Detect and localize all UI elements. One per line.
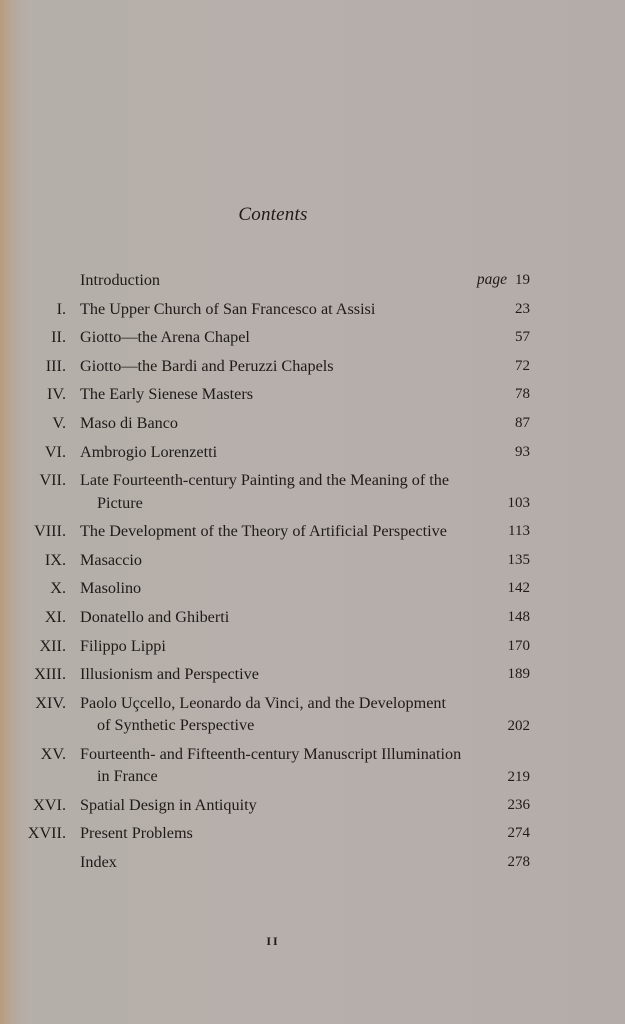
chapter-page-number xyxy=(515,380,530,409)
chapter-title-line: Introduction xyxy=(80,271,161,289)
page-value: 148 xyxy=(507,608,530,625)
chapter-page-number xyxy=(508,489,531,518)
chapter-page-number xyxy=(508,819,531,848)
chapter-page-number xyxy=(508,660,531,689)
chapter-numeral: XI. xyxy=(44,607,66,626)
chapter-title-line: Giotto—the Arena Chapel xyxy=(80,328,250,347)
chapter-title-line: Masolino xyxy=(80,579,142,598)
toc-entry xyxy=(0,574,625,603)
chapter-title xyxy=(80,469,490,514)
toc-entry xyxy=(0,352,625,381)
toc-entry xyxy=(0,517,625,546)
page-value: 78 xyxy=(515,386,530,403)
chapter-title-line: Filippo Lippi xyxy=(80,636,166,655)
chapter-title xyxy=(80,848,490,877)
page-value: 219 xyxy=(507,768,530,785)
page-value: 135 xyxy=(507,551,530,568)
chapter-page-number xyxy=(515,352,530,381)
toc-entry xyxy=(0,266,625,295)
chapter-numeral: III. xyxy=(45,356,66,375)
chapter-numeral: XIII. xyxy=(34,665,66,684)
chapter-title xyxy=(80,295,490,324)
chapter-page-number xyxy=(508,791,531,820)
chapter-numeral: X. xyxy=(50,579,66,598)
toc-entry xyxy=(0,740,625,791)
toc-entry xyxy=(0,409,625,438)
page-value: 57 xyxy=(515,329,530,346)
chapter-numeral: II. xyxy=(51,328,66,347)
chapter-page-number xyxy=(508,632,531,661)
page-value: 202 xyxy=(507,717,530,734)
toc-entry xyxy=(0,380,625,409)
chapter-title xyxy=(80,819,490,848)
chapter-title-continuation: of Synthetic Perspective xyxy=(97,716,255,735)
toc-entry xyxy=(0,323,625,352)
chapter-title-line: The Early Sienese Masters xyxy=(80,385,254,404)
page-number: II xyxy=(266,934,280,948)
chapter-title xyxy=(80,266,490,295)
chapter-title xyxy=(80,438,490,467)
chapter-title xyxy=(80,546,490,575)
page-value: 236 xyxy=(507,796,530,813)
chapter-numeral: XIV. xyxy=(35,693,66,712)
page-value: 189 xyxy=(507,666,530,683)
chapter-title xyxy=(80,791,490,820)
chapter-title-line: The Upper Church of San Francesco at Assisi xyxy=(80,299,376,318)
chapter-page-number xyxy=(508,848,531,877)
chapter-numeral: VII. xyxy=(39,471,66,490)
page-title: Contents xyxy=(238,204,308,225)
chapter-title xyxy=(80,603,490,632)
chapter-title-line: Paolo Uçcello, Leonardo da Vinci, and the Development xyxy=(80,693,446,712)
chapter-page-number xyxy=(508,763,531,792)
chapter-title-line: Fourteenth- and Fifteenth-century Manuscript Illumination xyxy=(80,744,462,763)
toc-entry xyxy=(0,632,625,661)
chapter-title xyxy=(80,660,490,689)
chapter-numeral: XII. xyxy=(39,636,66,655)
toc-entry xyxy=(0,546,625,575)
chapter-title xyxy=(80,323,490,352)
chapter-page-number xyxy=(508,574,531,603)
chapter-title-line: Ambrogio Lorenzetti xyxy=(80,442,218,461)
toc-entry xyxy=(0,791,625,820)
toc-entry xyxy=(0,848,625,877)
chapter-title xyxy=(80,692,490,737)
page-value: 103 xyxy=(507,495,530,512)
page-value: 72 xyxy=(515,357,530,374)
page-value: 278 xyxy=(507,853,530,870)
chapter-numeral: IX. xyxy=(44,550,66,569)
chapter-title-line: Index xyxy=(80,852,117,871)
chapter-page-number xyxy=(515,438,530,467)
chapter-page-number xyxy=(515,295,530,324)
toc-entry xyxy=(0,660,625,689)
chapter-numeral: V. xyxy=(52,413,66,432)
page-value: 23 xyxy=(515,300,530,317)
chapter-title xyxy=(80,380,490,409)
chapter-numeral: I. xyxy=(56,299,66,318)
chapter-page-number xyxy=(477,266,530,295)
chapter-title xyxy=(80,632,490,661)
chapter-title-line: Spatial Design in Antiquity xyxy=(80,795,257,814)
toc-entry xyxy=(0,295,625,324)
page-value: 87 xyxy=(515,414,530,431)
page-value: 93 xyxy=(515,443,530,460)
toc-entry xyxy=(0,438,625,467)
chapter-title-line: Late Fourteenth-century Painting and the Meaning of the xyxy=(80,471,450,490)
page-label: page xyxy=(476,271,507,288)
page-value: 170 xyxy=(507,637,530,654)
chapter-numeral: XV. xyxy=(40,744,66,763)
chapter-numeral: XVI. xyxy=(33,795,66,814)
table-of-contents xyxy=(0,266,625,877)
chapter-title-line: The Development of the Theory of Artificial Perspective xyxy=(80,522,447,541)
page-value: 19 xyxy=(515,272,530,288)
page-value: 274 xyxy=(507,825,530,842)
chapter-page-number xyxy=(508,712,531,741)
toc-entry xyxy=(0,819,625,848)
toc-entry xyxy=(0,689,625,740)
toc-entry xyxy=(0,466,625,517)
chapter-title-line: Giotto—the Bardi and Peruzzi Chapels xyxy=(80,356,334,375)
chapter-page-number xyxy=(508,603,531,632)
chapter-title-line: Illusionism and Perspective xyxy=(80,665,259,684)
chapter-numeral: VIII. xyxy=(34,522,66,541)
chapter-title xyxy=(80,574,490,603)
chapter-numeral: VI. xyxy=(44,442,66,461)
toc-entry xyxy=(0,603,625,632)
chapter-title-continuation: in France xyxy=(97,767,158,786)
chapter-title-line: Donatello and Ghiberti xyxy=(80,607,230,626)
chapter-page-number xyxy=(508,546,531,575)
page-value: 142 xyxy=(507,580,530,597)
chapter-numeral: XVII. xyxy=(27,824,66,843)
page-value: 113 xyxy=(508,523,530,540)
chapter-title-line: Maso di Banco xyxy=(80,413,179,432)
chapter-page-number xyxy=(515,323,530,352)
chapter-page-number xyxy=(508,517,530,546)
chapter-title-line: Masaccio xyxy=(80,550,143,569)
chapter-title-continuation: Picture xyxy=(97,493,143,512)
chapter-page-number xyxy=(515,409,530,438)
chapter-numeral: IV. xyxy=(46,385,66,404)
chapter-title xyxy=(80,517,490,546)
chapter-title xyxy=(80,352,490,381)
chapter-title xyxy=(80,743,490,788)
chapter-title-line: Present Problems xyxy=(80,824,193,843)
chapter-title xyxy=(80,409,490,438)
